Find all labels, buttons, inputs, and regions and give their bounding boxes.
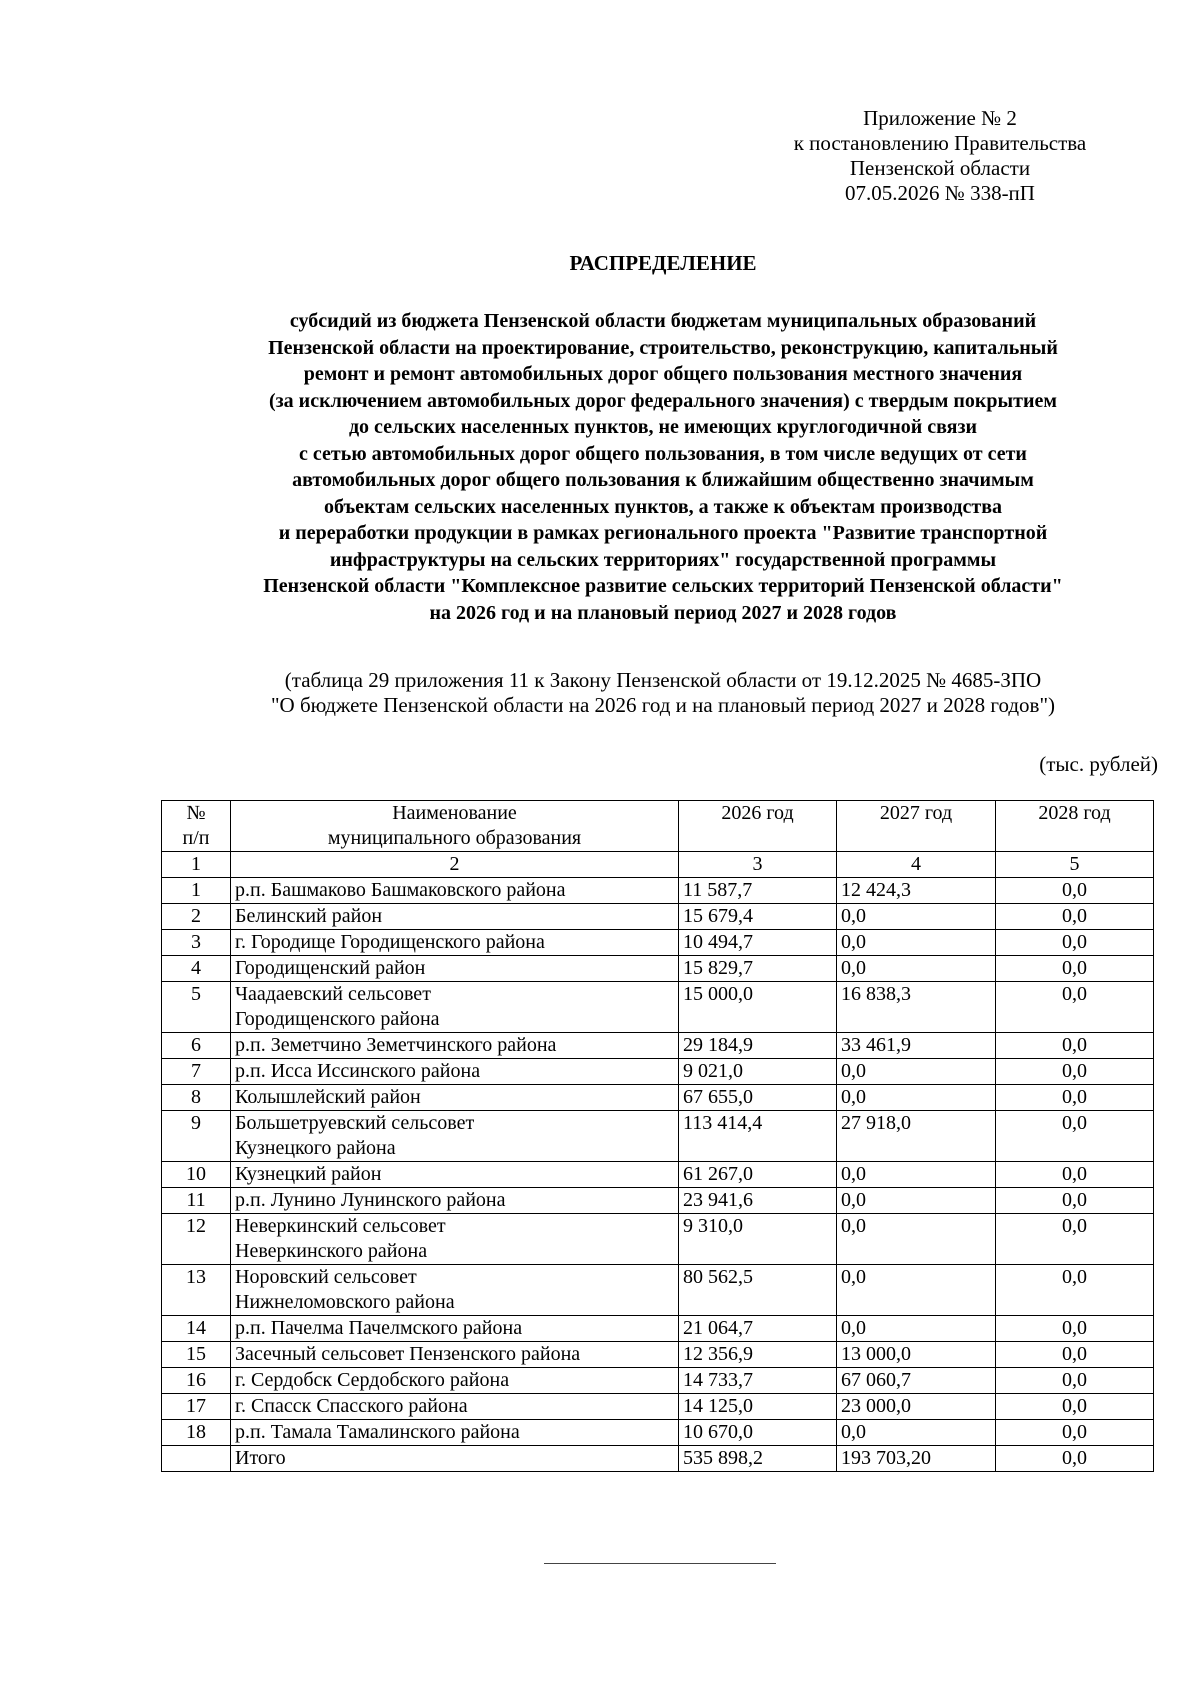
row-number: 6 — [162, 1033, 231, 1059]
table-row — [162, 904, 1154, 930]
table-row — [162, 956, 1154, 982]
municipality-name-line: г. Сердобск Сердобского района — [235, 1369, 510, 1391]
table-row — [162, 1033, 1154, 1059]
value-2026: 15 679,4 — [679, 904, 837, 930]
value-2028: 0,0 — [996, 982, 1154, 1033]
end-divider — [544, 1563, 776, 1564]
row-number: 18 — [162, 1420, 231, 1446]
value-2027: 0,0 — [837, 904, 996, 930]
value-2028: 0,0 — [996, 1085, 1154, 1111]
header-name-line: Наименование — [392, 802, 517, 824]
row-number: 3 — [162, 930, 231, 956]
value-2027: 0,0 — [837, 1420, 996, 1446]
municipality-name — [231, 1316, 679, 1342]
value-2026: 11 587,7 — [679, 878, 837, 904]
total-row — [162, 1446, 1154, 1472]
municipality-name — [231, 1265, 679, 1316]
units-label: (тыс. рублей) — [1039, 752, 1158, 776]
municipality-name-line: Засечный сельсовет Пензенского района — [235, 1343, 581, 1365]
value-2028: 0,0 — [996, 956, 1154, 982]
appendix-line: к постановлению Правительства — [793, 131, 1087, 155]
row-number: 12 — [162, 1214, 231, 1265]
total-2028: 0,0 — [996, 1446, 1154, 1472]
municipality-name-line: Колышлейский район — [235, 1086, 421, 1108]
header-number-line: п/п — [182, 827, 210, 849]
value-2028: 0,0 — [996, 878, 1154, 904]
municipality-name-line: р.п. Пачелма Пачелмского района — [235, 1317, 523, 1339]
municipality-name — [231, 904, 679, 930]
header-name-line: муниципального образования — [327, 827, 582, 849]
value-2026: 61 267,0 — [679, 1162, 837, 1188]
value-2028: 0,0 — [996, 1033, 1154, 1059]
value-2027: 0,0 — [837, 1059, 996, 1085]
header-2027: 2027 год — [837, 801, 996, 852]
subtitle-line: Пензенской области на проектирование, строительство, реконструкцию, капитальный — [268, 336, 1058, 359]
municipality-name-line: р.п. Исса Иссинского района — [235, 1060, 481, 1082]
municipality-name-line: р.п. Земетчино Земетчинского района — [235, 1034, 557, 1056]
row-number: 4 — [162, 956, 231, 982]
value-2026: 12 356,9 — [679, 1342, 837, 1368]
column-number: 3 — [679, 852, 837, 878]
row-number: 9 — [162, 1111, 231, 1162]
value-2026: 29 184,9 — [679, 1033, 837, 1059]
value-2026: 23 941,6 — [679, 1188, 837, 1214]
subtitle-line: до сельских населенных пунктов, не имеющих круглогодичной связи — [348, 416, 978, 438]
value-2026: 9 021,0 — [679, 1059, 837, 1085]
municipality-name-line: р.п. Башмаково Башмаковского района — [235, 879, 566, 901]
row-number: 8 — [162, 1085, 231, 1111]
row-number: 2 — [162, 904, 231, 930]
table-row — [162, 1085, 1154, 1111]
value-2027: 0,0 — [837, 1188, 996, 1214]
total-2026: 535 898,2 — [679, 1446, 837, 1472]
value-2027: 0,0 — [837, 1316, 996, 1342]
total-label: Итого — [231, 1446, 679, 1472]
source-reference — [160, 668, 1166, 718]
value-2027: 0,0 — [837, 956, 996, 982]
value-2028: 0,0 — [996, 1214, 1154, 1265]
municipality-name — [231, 1059, 679, 1085]
row-number: 1 — [162, 878, 231, 904]
table-row — [162, 1342, 1154, 1368]
municipality-name-line: Городищенского района — [235, 1008, 440, 1030]
value-2028: 0,0 — [996, 1342, 1154, 1368]
municipality-name — [231, 1420, 679, 1446]
value-2027: 12 424,3 — [837, 878, 996, 904]
municipality-name-line: Кузнецкий район — [235, 1163, 382, 1185]
source-line: "О бюджете Пензенской области на 2026 год и на плановый период 2027 и 2028 годов") — [270, 693, 1056, 717]
table-row — [162, 1265, 1154, 1316]
header-number — [162, 801, 231, 852]
municipality-name — [231, 1188, 679, 1214]
table-row — [162, 1316, 1154, 1342]
value-2026: 21 064,7 — [679, 1316, 837, 1342]
value-2026: 113 414,4 — [679, 1111, 837, 1162]
municipality-name — [231, 1368, 679, 1394]
value-2028: 0,0 — [996, 1265, 1154, 1316]
value-2028: 0,0 — [996, 1394, 1154, 1420]
table-row — [162, 1059, 1154, 1085]
table-row — [162, 1420, 1154, 1446]
value-2028: 0,0 — [996, 1162, 1154, 1188]
municipality-name-line: р.п. Лунино Лунинского района — [235, 1189, 506, 1211]
value-2026: 14 125,0 — [679, 1394, 837, 1420]
value-2026: 10 494,7 — [679, 930, 837, 956]
value-2028: 0,0 — [996, 1420, 1154, 1446]
table-row — [162, 1188, 1154, 1214]
table-body — [162, 878, 1154, 1472]
table-row — [162, 1162, 1154, 1188]
row-number: 17 — [162, 1394, 231, 1420]
row-number: 13 — [162, 1265, 231, 1316]
header-2028: 2028 год — [996, 801, 1154, 852]
table-row — [162, 1368, 1154, 1394]
value-2027: 13 000,0 — [837, 1342, 996, 1368]
header-number-line: № — [186, 802, 206, 824]
row-number: 11 — [162, 1188, 231, 1214]
appendix-line: 07.05.2026 № 338-пП — [845, 181, 1035, 205]
appendix-reference — [720, 106, 1160, 206]
value-2026: 15 829,7 — [679, 956, 837, 982]
subtitle-line: ремонт и ремонт автомобильных дорог общего пользования местного значения — [303, 363, 1023, 385]
value-2026: 67 655,0 — [679, 1085, 837, 1111]
municipality-name-line: г. Городище Городищенского района — [235, 931, 545, 953]
municipality-name — [231, 1111, 679, 1162]
municipality-name — [231, 1162, 679, 1188]
document-subtitle — [160, 308, 1166, 626]
municipality-name — [231, 1394, 679, 1420]
municipality-name-line: Неверкинского района — [235, 1240, 428, 1262]
municipality-name — [231, 878, 679, 904]
row-number: 14 — [162, 1316, 231, 1342]
total-number — [162, 1446, 231, 1472]
subtitle-line: (за исключением автомобильных дорог федерального значения) с твердым покрытием — [268, 389, 1057, 412]
municipality-name-line: Нижнеломовского района — [235, 1291, 455, 1313]
column-number: 1 — [162, 852, 231, 878]
value-2028: 0,0 — [996, 1188, 1154, 1214]
column-number: 2 — [231, 852, 679, 878]
subtitle-line: и переработки продукции в рамках регионального проекта "Развитие транспортной — [278, 522, 1048, 544]
value-2027: 0,0 — [837, 1162, 996, 1188]
source-line: (таблица 29 приложения 11 к Закону Пензенской области от 19.12.2025 № 4685-ЗПО — [284, 668, 1042, 692]
row-number: 7 — [162, 1059, 231, 1085]
value-2027: 33 461,9 — [837, 1033, 996, 1059]
table-row — [162, 930, 1154, 956]
table-row — [162, 878, 1154, 904]
municipality-name — [231, 1033, 679, 1059]
value-2027: 16 838,3 — [837, 982, 996, 1033]
subtitle-line: инфраструктуры на сельских территориях" государственной программы — [329, 548, 997, 571]
total-2027: 193 703,20 — [837, 1446, 996, 1472]
document-title: РАСПРЕДЕЛЕНИЕ — [569, 251, 757, 275]
value-2027: 23 000,0 — [837, 1394, 996, 1420]
municipality-name — [231, 982, 679, 1033]
appendix-line: Приложение № 2 — [863, 106, 1017, 130]
municipality-name — [231, 1342, 679, 1368]
row-number: 10 — [162, 1162, 231, 1188]
value-2026: 15 000,0 — [679, 982, 837, 1033]
municipality-name — [231, 930, 679, 956]
municipality-name-line: Кузнецкого района — [235, 1137, 396, 1159]
distribution-table — [161, 800, 1154, 1472]
row-number: 16 — [162, 1368, 231, 1394]
value-2026: 9 310,0 — [679, 1214, 837, 1265]
value-2026: 14 733,7 — [679, 1368, 837, 1394]
municipality-name-line: Городищенский район — [235, 957, 426, 979]
subtitle-line: с сетью автомобильных дорог общего пользования, в том числе ведущих от сети — [299, 442, 1027, 465]
value-2028: 0,0 — [996, 930, 1154, 956]
column-number-row — [162, 852, 1154, 878]
value-2027: 0,0 — [837, 1265, 996, 1316]
municipality-name-line: Белинский район — [235, 905, 383, 927]
row-number: 5 — [162, 982, 231, 1033]
column-number: 4 — [837, 852, 996, 878]
table-row — [162, 982, 1154, 1033]
table-header-row — [162, 801, 1154, 852]
value-2027: 0,0 — [837, 1085, 996, 1111]
row-number: 15 — [162, 1342, 231, 1368]
value-2028: 0,0 — [996, 1111, 1154, 1162]
subtitle-line: на 2026 год и на плановый период 2027 и 2028 годов — [429, 601, 897, 624]
value-2026: 80 562,5 — [679, 1265, 837, 1316]
subtitle-line: субсидий из бюджета Пензенской области бюджетам муниципальных образований — [289, 310, 1037, 332]
municipality-name-line: г. Спасск Спасского района — [235, 1395, 468, 1417]
value-2028: 0,0 — [996, 1368, 1154, 1394]
value-2027: 0,0 — [837, 930, 996, 956]
municipality-name-line: Чаадаевский сельсовет — [235, 983, 431, 1005]
municipality-name — [231, 1085, 679, 1111]
column-number: 5 — [996, 852, 1154, 878]
header-2026: 2026 год — [679, 801, 837, 852]
subtitle-line: Пензенской области "Комплексное развитие сельских территорий Пензенской области" — [263, 575, 1063, 597]
subtitle-line: объектам сельских населенных пунктов, а также к объектам производства — [323, 495, 1003, 518]
value-2027: 0,0 — [837, 1214, 996, 1265]
header-name — [231, 801, 679, 852]
value-2027: 67 060,7 — [837, 1368, 996, 1394]
value-2026: 10 670,0 — [679, 1420, 837, 1446]
table-row — [162, 1214, 1154, 1265]
value-2028: 0,0 — [996, 1059, 1154, 1085]
municipality-name-line: р.п. Тамала Тамалинского района — [235, 1421, 520, 1443]
value-2028: 0,0 — [996, 904, 1154, 930]
municipality-name — [231, 1214, 679, 1265]
value-2028: 0,0 — [996, 1316, 1154, 1342]
municipality-name-line: Неверкинский сельсовет — [235, 1215, 446, 1237]
appendix-line: Пензенской области — [849, 156, 1031, 180]
municipality-name-line: Большетруевский сельсовет — [235, 1112, 475, 1134]
table-row — [162, 1111, 1154, 1162]
value-2027: 27 918,0 — [837, 1111, 996, 1162]
municipality-name-line: Норовский сельсовет — [235, 1266, 417, 1288]
municipality-name — [231, 956, 679, 982]
subtitle-line: автомобильных дорог общего пользования к ближайшим общественно значимым — [292, 469, 1034, 491]
table-row — [162, 1394, 1154, 1420]
